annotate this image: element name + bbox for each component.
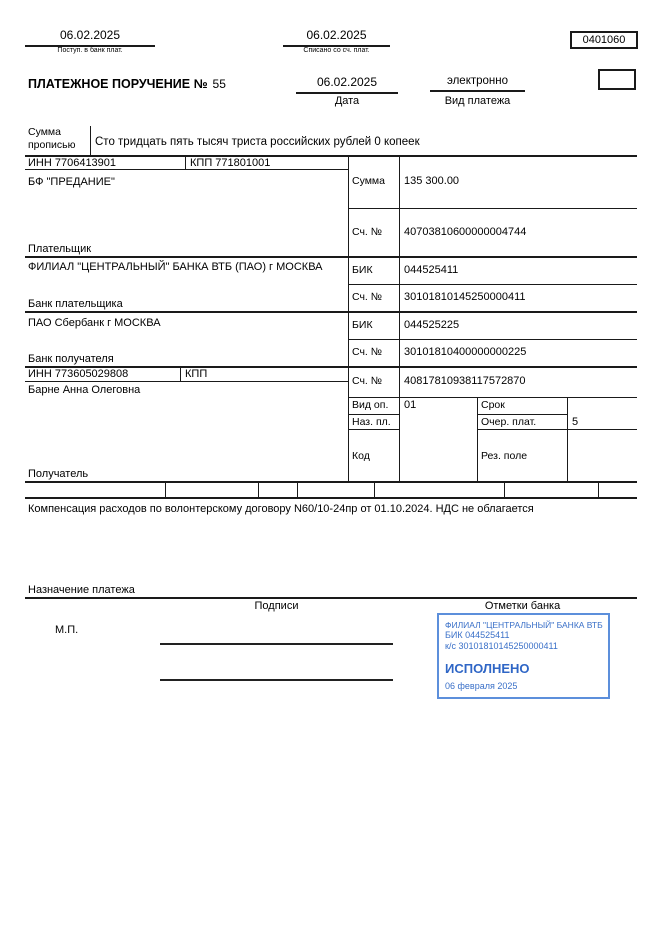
- grid-line: [477, 429, 637, 430]
- grid-line: [374, 481, 375, 497]
- payee-name: Барне Анна Олеговна: [28, 384, 141, 396]
- payee-kpp-label: КПП: [185, 368, 208, 380]
- stamp-bank-name: ФИЛИАЛ "ЦЕНТРАЛЬНЫЙ" БАНКА ВТБ: [445, 620, 603, 630]
- bank-marks-label: Отметки банка: [484, 600, 561, 612]
- grid-line: [25, 169, 348, 170]
- stamp-place-label: М.П.: [55, 624, 79, 636]
- priority-value: 5: [572, 416, 579, 428]
- title-text: ПЛАТЕЖНОЕ ПОРУЧЕНИЕ №: [28, 77, 208, 91]
- date-received-field: [25, 28, 155, 47]
- payer-account-label: Сч. №: [352, 226, 383, 238]
- grid-line: [297, 481, 298, 497]
- grid-line: [477, 397, 478, 481]
- grid-line: [504, 481, 505, 497]
- grid-line: [348, 414, 400, 415]
- document-number: 55: [212, 77, 226, 91]
- date-debited-field: [283, 28, 390, 47]
- doc-date-field: [296, 75, 398, 94]
- payer-bank-name: ФИЛИАЛ "ЦЕНТРАЛЬНЫЙ" БАНКА ВТБ (ПАО) г МОСКВА: [28, 261, 323, 273]
- grid-line: [348, 208, 637, 209]
- payment-purpose-label: Назначение платежа: [28, 584, 135, 596]
- document-title: [28, 77, 226, 91]
- payment-kind-field: [430, 75, 525, 92]
- grid-line: [25, 311, 637, 313]
- reserve-field-label: Рез. поле: [481, 450, 528, 462]
- signature-line-2: [160, 679, 393, 681]
- grid-line: [348, 429, 400, 430]
- form-code: 0401060: [582, 34, 626, 46]
- form-code-box: [570, 31, 638, 49]
- payer-bank-account-label: Сч. №: [352, 291, 383, 303]
- payee-bank-bik-label: БИК: [352, 319, 373, 331]
- payer-kpp: КПП 771801001: [190, 157, 271, 169]
- amount-label: Сумма: [352, 175, 385, 187]
- grid-line: [567, 397, 568, 481]
- grid-line: [165, 481, 166, 497]
- due-label: Срок: [481, 399, 505, 411]
- stamp-status: ИСПОЛНЕНО: [445, 661, 530, 676]
- payer-bank-label: Банк плательщика: [28, 298, 123, 310]
- grid-line: [180, 366, 181, 381]
- grid-line: [25, 481, 637, 483]
- doc-date-label: Дата: [334, 95, 360, 107]
- payee-bank-bik-value: 044525225: [404, 319, 460, 331]
- date-received-label: Поступ. в банк плат.: [57, 47, 123, 54]
- code-label: Код: [352, 450, 370, 462]
- grid-line: [348, 284, 637, 285]
- payment-kind-label: Вид платежа: [444, 95, 511, 107]
- grid-line: [399, 155, 400, 481]
- stamp-corr-account: к/с 30101810145250000411: [445, 641, 558, 651]
- stamp-bik: БИК 044525411: [445, 630, 510, 640]
- grid-line: [348, 397, 637, 398]
- grid-line: [348, 155, 349, 481]
- empty-mark-box: [598, 69, 636, 90]
- payer-bank-bik-value: 044525411: [404, 264, 459, 276]
- grid-line: [25, 256, 637, 258]
- payer-bank-bik-label: БИК: [352, 264, 373, 276]
- payer-label: Плательщик: [28, 243, 92, 255]
- grid-line: [258, 481, 259, 497]
- amount-words-label-line1: Сумма: [28, 126, 61, 138]
- stamp-date: 06 февраля 2025: [445, 681, 518, 691]
- payer-name: БФ "ПРЕДАНИЕ": [28, 176, 115, 188]
- payee-bank-account-value: 30101810400000000225: [404, 346, 527, 358]
- payee-account-label: Сч. №: [352, 375, 383, 387]
- payee-bank-account-label: Сч. №: [352, 346, 383, 358]
- grid-line: [598, 481, 599, 497]
- priority-label: Очер. плат.: [481, 416, 537, 428]
- grid-line: [185, 155, 186, 169]
- payer-bank-account-value: 30101810145250000411: [404, 291, 526, 303]
- payer-inn: ИНН 7706413901: [28, 157, 117, 169]
- amount-words-label: [25, 126, 91, 155]
- payee-bank-label: Банк получателя: [28, 353, 114, 365]
- payment-kind-value: электронно: [446, 75, 509, 87]
- payee-account-value: 40817810938117572870: [404, 375, 526, 387]
- signatures-label: Подписи: [254, 600, 299, 612]
- amount-words-label-line2: прописью: [28, 139, 76, 151]
- grid-line: [25, 497, 637, 499]
- payee-inn: ИНН 773605029808: [28, 368, 129, 380]
- signature-line-1: [160, 643, 393, 645]
- op-kind-value: 01: [404, 399, 417, 411]
- date-received-value: 06.02.2025: [59, 28, 121, 42]
- doc-date-value: 06.02.2025: [316, 75, 378, 89]
- grid-line: [25, 155, 637, 157]
- payment-purpose-text: Компенсация расходов по волонтерскому договору N60/10-24пр от 01.10.2024. НДС не облагается: [28, 503, 534, 515]
- grid-line: [477, 414, 567, 415]
- amount-value: 135 300.00: [404, 175, 460, 187]
- op-kind-label: Вид оп.: [352, 399, 389, 411]
- date-debited-label: Списано со сч. плат.: [303, 47, 370, 54]
- bank-stamp: [437, 613, 610, 699]
- payee-bank-name: ПАО Сбербанк г МОСКВА: [28, 317, 161, 329]
- payer-account-value: 40703810600000004744: [404, 226, 527, 238]
- grid-line: [25, 381, 348, 382]
- purpose-kind-label: Наз. пл.: [352, 416, 391, 428]
- date-debited-value: 06.02.2025: [306, 28, 367, 42]
- amount-words-value: Сто тридцать пять тысяч триста российских рублей 0 копеек: [95, 136, 420, 148]
- grid-line: [25, 597, 637, 599]
- payee-label: Получатель: [28, 468, 89, 480]
- grid-line: [348, 339, 637, 340]
